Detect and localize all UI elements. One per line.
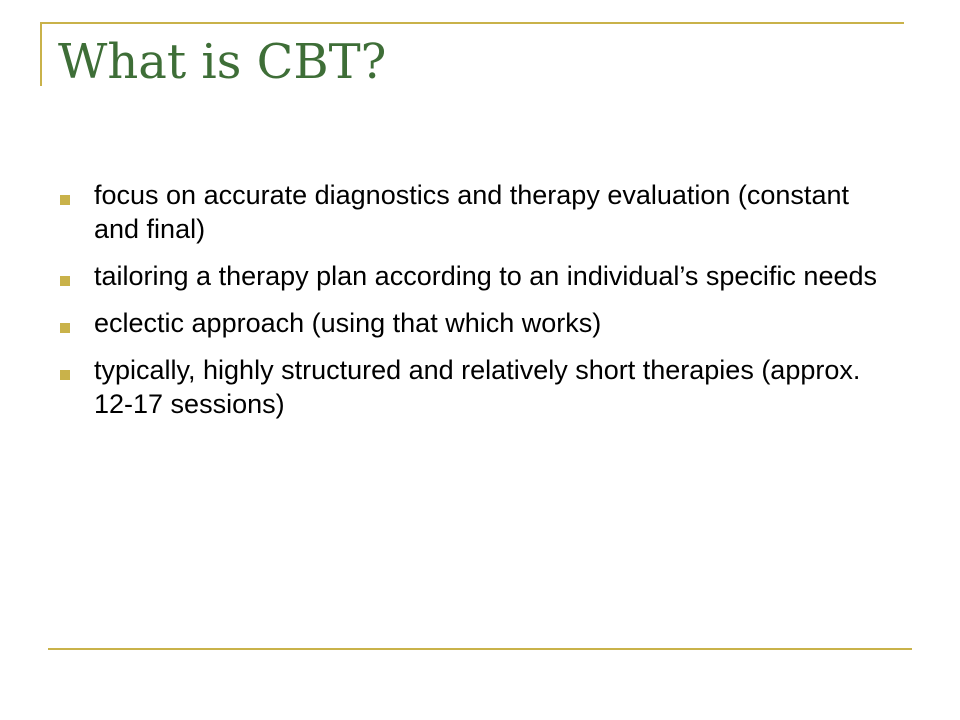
bottom-rule: [48, 648, 912, 650]
list-item: [60, 353, 880, 421]
list-item: [60, 306, 880, 340]
bullet-text: typically, highly structured and relatively short therapies (approx. 12-17 sessions): [94, 355, 861, 419]
list-item: [60, 178, 880, 246]
slide-title: What is CBT?: [58, 34, 387, 90]
top-rule: [40, 22, 904, 24]
bullet-text: focus on accurate diagnostics and therapy evaluation (constant and final): [94, 180, 849, 244]
square-bullet-icon: [60, 276, 70, 286]
side-rule: [40, 22, 42, 86]
square-bullet-icon: [60, 370, 70, 380]
list-item: [60, 259, 880, 293]
bullet-list: [60, 178, 880, 434]
bullet-text: tailoring a therapy plan according to an individual’s specific needs: [94, 261, 877, 291]
bullet-text: eclectic approach (using that which works): [94, 308, 602, 338]
square-bullet-icon: [60, 323, 70, 333]
square-bullet-icon: [60, 195, 70, 205]
